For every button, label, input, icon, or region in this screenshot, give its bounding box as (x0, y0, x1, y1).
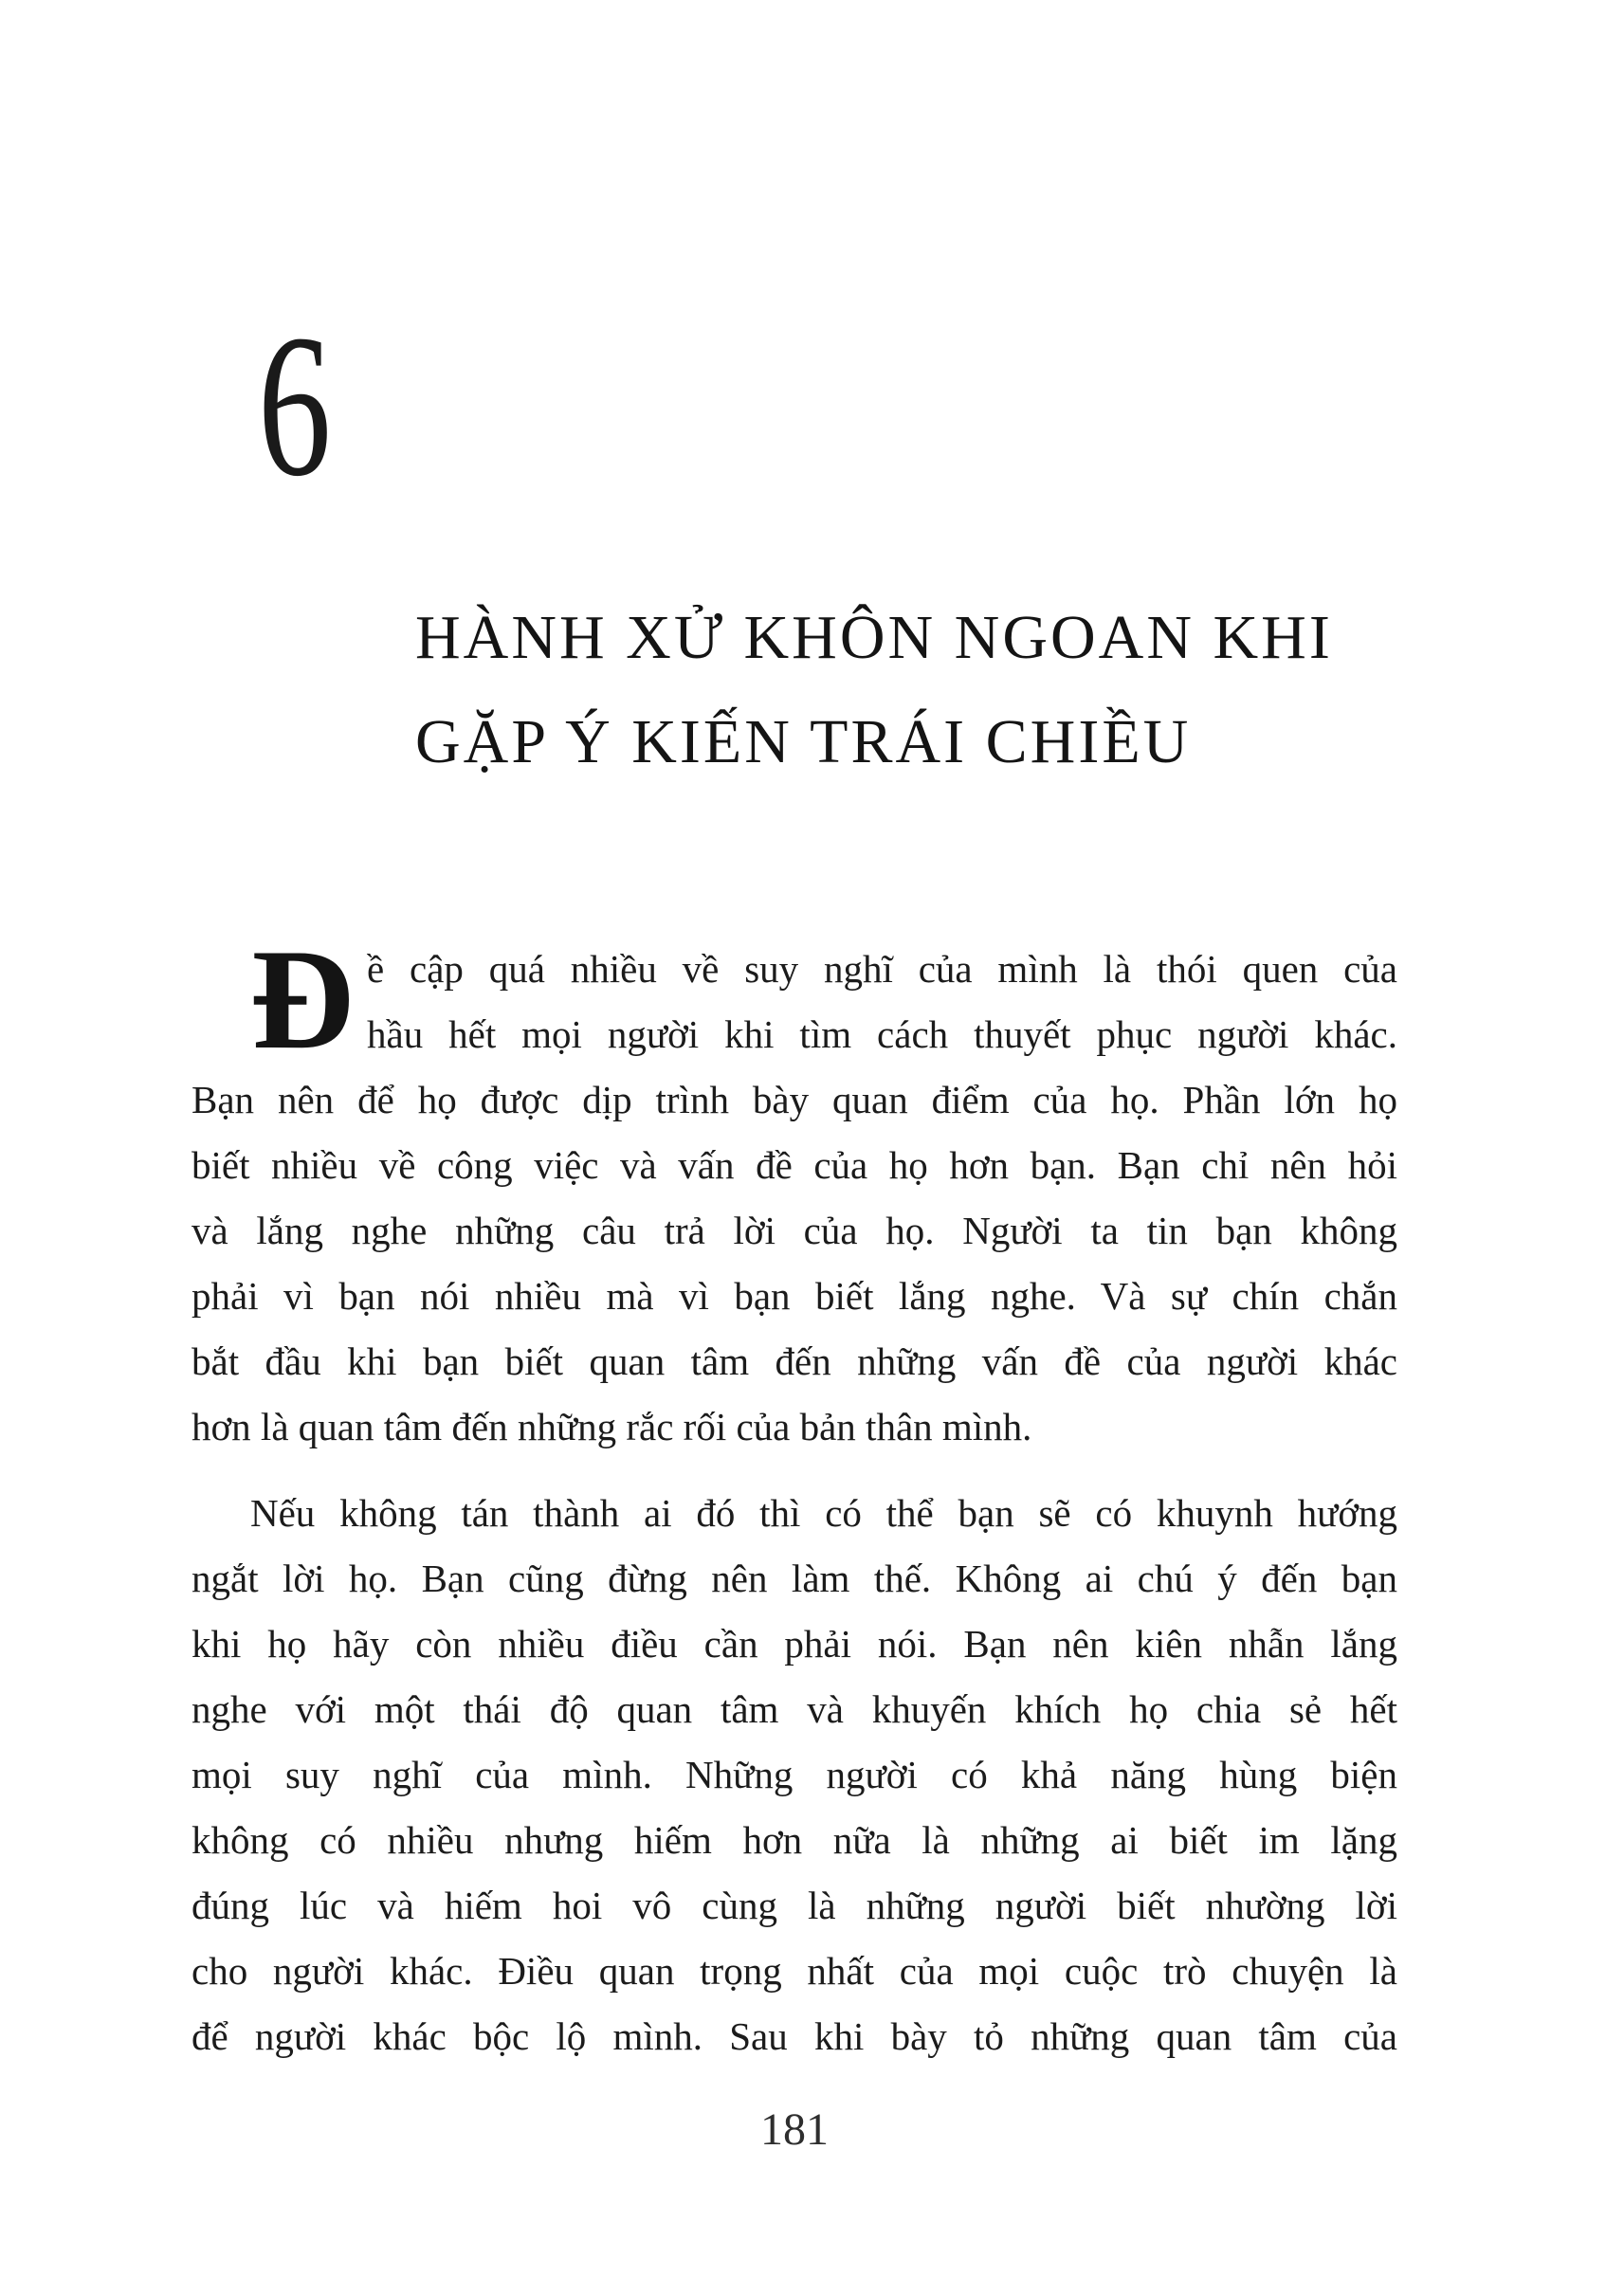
text-line: nghe với một thái độ quan tâm và khuyến khích họ chia sẻ hết (192, 1687, 1397, 1731)
page-number: 181 (760, 2104, 829, 2155)
paragraph-2-lines (192, 1481, 1397, 2069)
paragraph-2 (192, 1481, 1397, 2069)
text-line: Nếu không tán thành ai đó thì có thể bạn sẽ có khuynh hướng (250, 1491, 1397, 1535)
text-line: mọi suy nghĩ của mình. Những người có khả năng hùng biện (192, 1753, 1397, 1796)
text-line: bắt đầu khi bạn biết quan tâm đến những vấn đề của người khác (192, 1339, 1397, 1383)
text-line: phải vì bạn nói nhiều mà vì bạn biết lắng nghe. Và sự chín chắn (192, 1274, 1397, 1318)
text-line: biết nhiều về công việc và vấn đề của họ hơn bạn. Bạn chỉ nên hỏi (192, 1143, 1397, 1187)
paragraph-1-lines (192, 937, 1397, 1460)
body-text (192, 920, 1397, 2069)
text-line: khi họ hãy còn nhiều điều cần phải nói. Bạn nên kiên nhẫn lắng (192, 1622, 1397, 1666)
drop-cap: Đ (250, 920, 355, 1079)
text-line: để người khác bộc lộ mình. Sau khi bày tỏ những quan tâm của (192, 2014, 1397, 2058)
chapter-title-line-2: GẶP Ý KIẾN TRÁI CHIỀU (415, 707, 1192, 776)
chapter-title (415, 586, 1333, 794)
text-line: và lắng nghe những câu trả lời của họ. Người ta tin bạn không (192, 1209, 1397, 1252)
text-line: ngắt lời họ. Bạn cũng đừng nên làm thế. Không ai chú ý đến bạn (192, 1557, 1397, 1600)
text-line: cho người khác. Điều quan trọng nhất của mọi cuộc trò chuyện là (192, 1949, 1397, 1993)
text-line: hơn là quan tâm đến những rắc rối của bản thân mình. (192, 1405, 1032, 1448)
chapter-number: 6 (258, 292, 332, 519)
text-line: hầu hết mọi người khi tìm cách thuyết phục người khác. (367, 1012, 1397, 1056)
text-line: Bạn nên để họ được dịp trình bày quan điểm của họ. Phần lớn họ (192, 1078, 1397, 1121)
chapter-title-line-1: HÀNH XỬ KHÔN NGOAN KHI (415, 603, 1333, 672)
text-line: đúng lúc và hiếm hoi vô cùng là những người biết nhường lời (192, 1884, 1397, 1927)
paragraph-1 (192, 920, 1397, 1460)
text-line: không có nhiều nhưng hiếm hơn nữa là những ai biết im lặng (192, 1818, 1397, 1862)
text-line: ề cập quá nhiều về suy nghĩ của mình là thói quen của (367, 947, 1397, 991)
